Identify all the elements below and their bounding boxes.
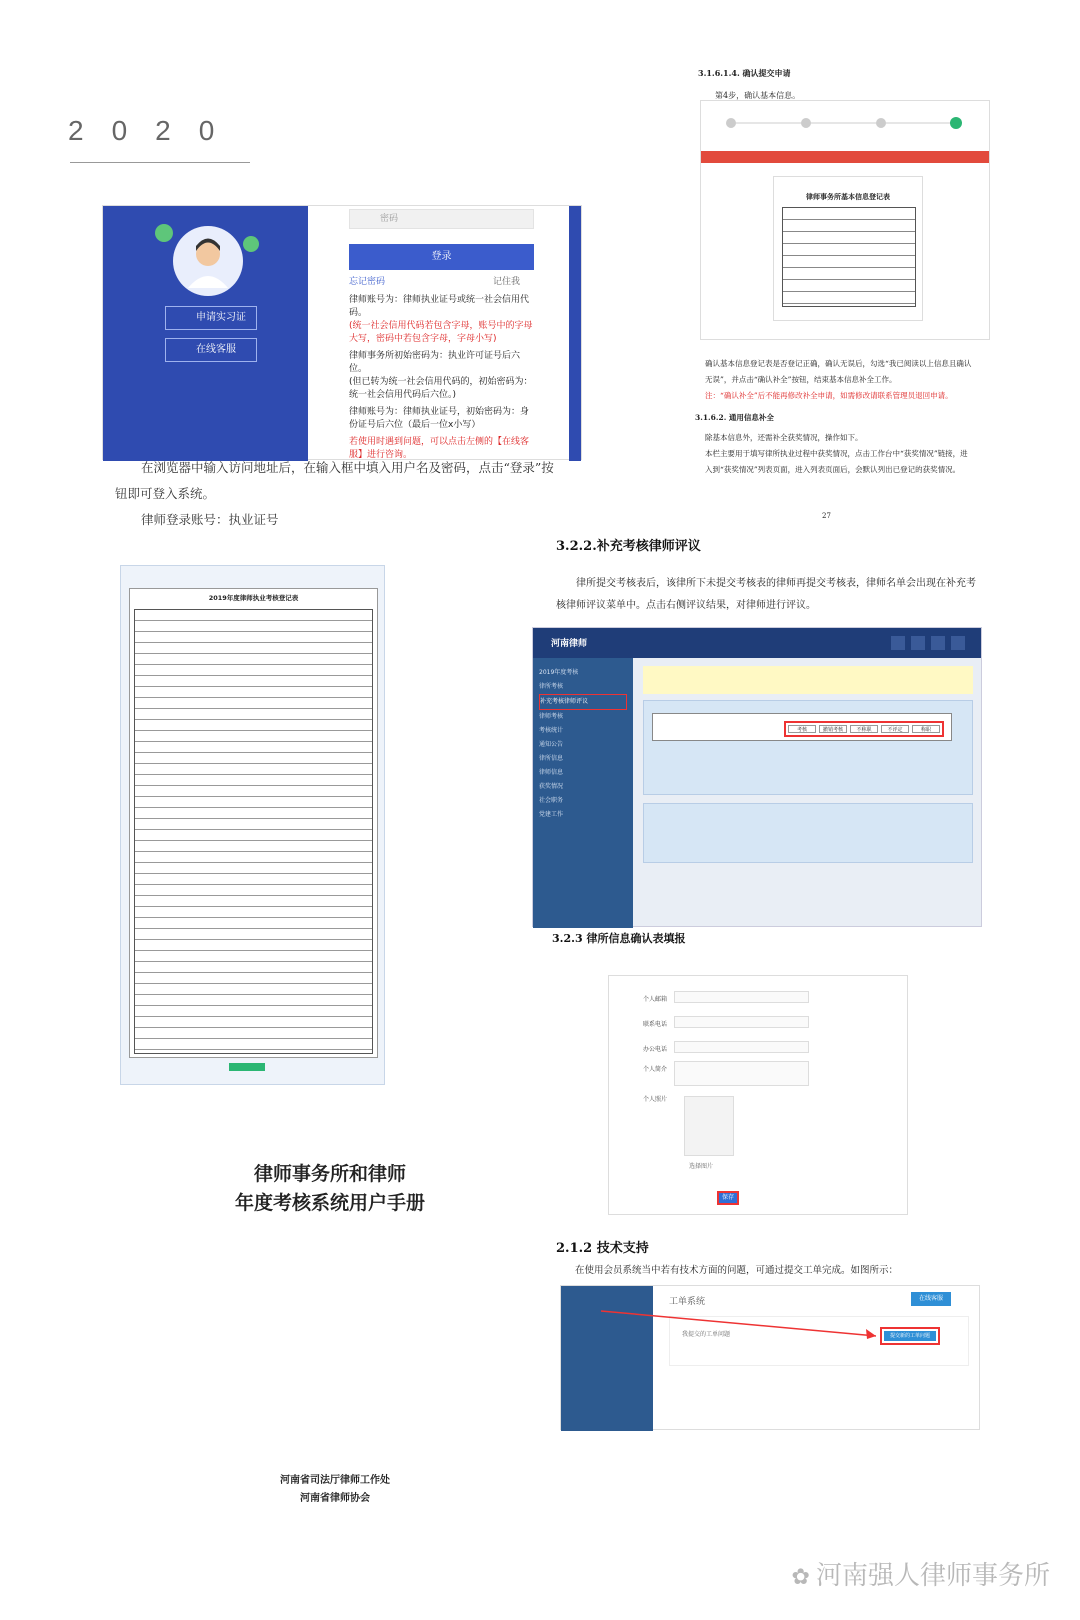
sidebar-item[interactable]: 律师考核 [539,713,564,720]
note-1: 律师账号为：律师执业证号或统一社会信用代码。 [349,295,530,318]
form-field-input[interactable] [674,1041,809,1053]
watermark [792,1555,1050,1592]
form-field-label: 个人照片 [642,1096,667,1103]
remember-me-checkbox[interactable]: 记住我 [493,277,521,287]
login-caption-line1: 在浏览器中输入访问地址后，在输入框中填入用户名及密码，点击“登录”按 [141,460,554,475]
save-button[interactable]: 保存 [717,1191,739,1205]
apply-practice-cert-button[interactable] [165,306,257,330]
note-2: 律师事务所初始密码为：执业许可证号后六位。 [349,351,521,374]
note-2b: (但已转为统一社会信用代码的，初始密码为：统一社会信用代码后六位。) [349,377,533,400]
section-323-heading: 3.2.3 律所信息确认表填报 [552,932,686,945]
form-table [129,588,378,1058]
review-screenshot [532,627,982,927]
form-field-input[interactable] [674,1016,809,1028]
form-field-label: 个人邮箱 [642,996,667,1003]
section-212-heading: 2.1.2 技术支持 [556,1241,649,1256]
new-ticket-button[interactable]: 提交新的工单问题 [884,1331,936,1341]
note-1-red: (统一社会信用代码若包含字母，账号中的字母大写，密码中若包含字母，字母小写) [349,321,533,344]
apply-practice-cert-label: 申请实习证 [196,312,246,323]
review-panel-1 [643,700,973,795]
watermark-text: 河南强人律师事务所 [815,1561,1050,1591]
review-result-button[interactable]: 不称职 [850,725,878,733]
password-placeholder: 密码 [380,214,399,224]
login-caption [115,455,575,533]
sidebar-item[interactable]: 考核统计 [539,727,564,734]
arrow-icon [601,1306,891,1346]
basic-info-table [773,176,923,321]
review-result-button[interactable]: 考核 [788,725,816,733]
sidebar-item[interactable]: 获奖情况 [539,783,564,790]
login-button[interactable]: 登录 [349,244,534,270]
login-left-panel [103,206,308,461]
form-field-label: 办公电话 [642,1046,667,1053]
issuer-2: 河南省律师协会 [300,1493,370,1504]
sidebar-item[interactable]: 通知公告 [539,741,564,748]
page-number: 27 [822,512,831,520]
doc-para1-red: 注：“确认补全”后不能再修改补全申请，如需修改请联系管理员退回申请。 [705,391,953,400]
review-result-button[interactable]: 不评定 [881,725,909,733]
form-grid [134,609,373,1054]
form-field-label: 个人简介 [642,1066,667,1073]
confirm-info-screenshot [700,100,990,340]
avatar [173,226,243,296]
profile-form-screenshot [608,975,908,1215]
issuers [265,1472,405,1508]
my-tickets-label: 我提交的工单问题 [682,1331,731,1338]
cover-title-line1: 律师事务所和律师 [253,1163,406,1185]
doc-section-heading: 3.1.6.1.4. 确认提交申请 [698,68,791,78]
assessment-form-screenshot [120,565,385,1085]
forgot-password-link[interactable]: 忘记密码 [349,277,386,287]
login-notes [349,294,534,462]
ticket-screenshot [560,1285,980,1430]
review-result-button[interactable]: 称职 [912,725,940,733]
progress-steps [711,113,981,143]
note-3: 律师账号为：律师执业证号，初始密码为：身份证号后六位（最后一位x小写） [349,407,530,430]
sidebar-item[interactable]: 党建工作 [539,811,564,818]
review-panel-2 [643,803,973,863]
online-service-button[interactable] [165,338,257,362]
sidebar-item[interactable]: 2019年度考核 [539,669,579,676]
review-result-buttons [784,721,944,737]
upload-photo-label[interactable]: 选择图片 [689,1163,714,1170]
year-label: 2020 [68,115,243,146]
section-212-para: 在使用会员系统当中若有技术方面的问题，可通过提交工单完成。如图所示： [575,1265,899,1276]
doc-section2: 3.1.6.2. 通用信息补全 [695,413,774,422]
form-field-input[interactable] [674,1061,809,1086]
doc-step: 第4步，确认基本信息。 [715,91,801,100]
doc-right-text [695,356,975,478]
notice-banner [643,666,973,694]
form-title: 2019年度律师执业考核登记表 [208,594,299,602]
form-field-input[interactable] [674,991,809,1003]
sidebar-item[interactable]: 律所信息 [539,755,564,762]
cover-title-line2: 年度考核系统用户手册 [234,1192,425,1214]
review-topbar [533,628,981,658]
doc-para2: 除基本信息外，还需补全获奖情况，操作如下。 [705,433,863,442]
user-icon [173,226,243,296]
sidebar-item[interactable]: 社会职务 [539,797,564,804]
login-caption-line3: 律师登录账号：执业证号 [141,512,279,527]
section-322-para: 律所提交考核表后，该律所下未提交考核表的律师再提交考核表，律师名单会出现在补充考核律师评议菜单中。点击右侧评议结果，对律师进行评议。 [556,578,976,611]
issuer-1: 河南省司法厅律师工作处 [280,1475,390,1486]
wechat-icon: ✿ [791,1565,810,1590]
form-field-label: 联系电话 [642,1021,667,1028]
sidebar-item[interactable]: 补充考核律师评议 [539,694,627,710]
review-result-button[interactable]: 撤销考核 [819,725,847,733]
doc-para3: 本栏主要用于填写律所执业过程中获奖情况，点击工作台中“获奖情况”链接，进入到“获奖情况”列表页面，进入列表页面后，会默认列出已登记的获奖情况。 [705,449,968,474]
login-right-border [569,206,581,461]
table-grid [782,207,916,307]
section-red-bar [701,151,989,163]
ticket-title: 工单系统 [669,1297,706,1307]
message-icon [243,236,259,252]
review-sidebar [533,658,633,928]
photo-placeholder-icon[interactable] [684,1096,734,1156]
section-322-heading: 3.2.2.补充考核律师评议 [556,539,701,554]
note-3-red: 若使用时遇到问题，可以点击左侧的【在线客服】进行咨询。 [349,437,530,460]
login-screenshot [102,205,582,460]
doc-para1: 确认基本信息登记表是否登记正确，确认无误后，勾选“我已阅读以上信息且确认无误”，并点击“确认补全”按钮，结束基本信息补全工作。 [705,359,972,384]
table-title: 律师事务所基本信息登记表 [806,192,890,201]
review-logo: 河南律师 [551,639,588,649]
form-submit-button[interactable] [229,1063,265,1071]
chat-bubble-icon [155,224,173,242]
contact-button[interactable]: 在线客服 [911,1292,951,1306]
password-field[interactable] [349,209,534,229]
year-underline [70,162,250,163]
sidebar-item[interactable]: 律师信息 [539,769,564,776]
online-service-label: 在线客服 [196,344,236,355]
cover-title [230,1160,430,1218]
toolbar-icons[interactable] [891,636,971,650]
login-caption-line2: 钮即可登入系统。 [115,486,216,501]
sidebar-item[interactable]: 律所考核 [539,683,564,690]
